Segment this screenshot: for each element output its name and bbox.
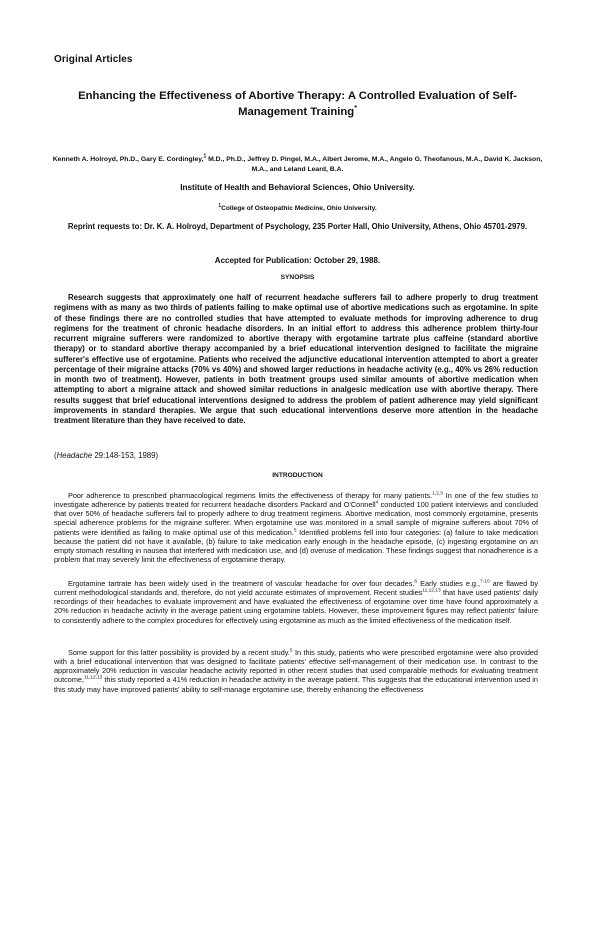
reference-marker: 4	[375, 500, 379, 506]
abstract: Research suggests that approximately one half of recurrent headache sufferers fail to adhere properly to drug treatment regimens with as many as two thirds of patients failing to make optimal use of abortive medications such as ergotamine. In spite of these findings there are no controlled studies that have attempted to evaluate methods for improving adherence to drug regimens for the treatment of chronic headache disorders. In an initial effort to address this adherence problem thirty-four recurrent migraine sufferers were randomized to abortive therapy with ergotamine tartrate plus caffeine (standard abortive therapy) or to standard abortive therapy accompanied by a brief educational intervention designed to facilitate the migraine sufferer's effective use of ergotamine. Patients who received the adjunctive educational intervention attempted to abort a greater percentage of their migraine attacks (70% vs 40%) and showed larger reductions in headache activity (e.g., 40% vs 26% reduction in month two of treatment). However, patients in both treatment groups used similar amounts of abortive medication when attempting to abort a migraine attack and showed similar reductions in analgesic medication use with abortive therapy. There results suggest that brief educational interventions designed to address the problem of patient adherence may yield significant improvements in standard therapies. We argue that such educational interventions deserve more attention in the headache treatment literature than they have received to date.	[54, 293, 538, 425]
citation-journal: Headache	[56, 451, 93, 460]
reference-marker: 11,12,13	[422, 588, 441, 594]
paragraph-text: Poor adherence to prescribed pharmacological regimens limits the effectiveness of therapy for many patients.	[68, 491, 433, 500]
paragraph-text: conducted 100 patient interviews and concluded that over 50% of headache sufferers fail to properly adhere to drug treatment regimens. Abortive medication, most commonly ergotamine, presents special adherence problems for the migraine sufferer. When ergotamine use was monitored in a small sample of migraine sufferers about 70% of patients were identified as failing to make optimal use of this medication.	[54, 500, 538, 537]
paragraph-text: are flawed by current methodological standards and, therefore, do not yield accurate estimates of improvement. Recent studies	[54, 579, 538, 598]
introduction-heading: INTRODUCTION	[272, 472, 323, 479]
paragraph-text: Ergotamine tartrate has been widely used in the treatment of vascular headache for over four decades.	[68, 579, 415, 588]
journal-citation	[54, 451, 158, 460]
synopsis-heading: SYNOPSIS	[280, 274, 315, 281]
author-text-1: Kenneth A. Holroyd, Ph.D., Gary E. Cordingley,	[52, 156, 204, 163]
citation-open: (	[54, 451, 57, 460]
affiliation-mark: 1	[218, 202, 222, 209]
paragraph-text: In this study, patients who were prescribed ergotamine were also provided with a brief educational intervention that was designed to facilitate patients' effective self-management of their medication use. In contrast to the approximately 20% reduction in vascular headache activity reported in other recent studies that used comparable methods for evaluating treatment outcome,	[54, 648, 538, 685]
author-text-2: M.D., Ph.D., Jeffrey D. Pingel, M.A., Albert Jerome, M.A., Angelo G. Theofanous, M.A., David K. Jackson, M.A., and Leland Leard, B.A.	[206, 156, 543, 173]
reprint-requests: Reprint requests to: Dr. K. A. Holroyd, Department of Psychology, 235 Porter Hall, Ohio University, Athens, Ohio 45701-2979.	[67, 222, 528, 231]
paragraph-text: Identified problems fell into four categories: (a) failure to take medication because the patient did not have it available, (b) failure to take medication early enough in the headache episode, (c) ingesting ergotamine on an empty stomach resulting in nausea that interfered with medication use, and (d) overuse of medication. These findings suggest that nonadherence is a problem that may severely limit the effectiveness of ergotamine therapy.	[54, 527, 538, 565]
paragraph-text: Early studies e.g.,	[417, 579, 481, 588]
paragraph-text: In one of the few studies to investigate adherence by patients treated for recurrent headache disorders Packard and O'Connell	[54, 491, 538, 510]
article-title	[70, 88, 525, 120]
title-footnote-mark: *	[354, 105, 357, 113]
institution: Institute of Health and Behavioral Sciences, Ohio University.	[180, 183, 415, 192]
reference-marker: 5	[289, 648, 293, 654]
reference-marker: 6	[414, 579, 418, 585]
body-paragraph-3	[54, 648, 538, 694]
paragraph-text: that have used patients' daily recordings of their headaches to evaluate improvement and have evaluated the effectiveness of ergotamine over time have found approximately a 20% reduction in headache activity in the average patient using ergotamine tablets. However, these improvement figures may reflect patients' failure to consistently adhere to the complex procedures for effectively using ergotamine as much as the limited effectiveness of the medication itself.	[54, 588, 538, 625]
author-list	[50, 155, 545, 174]
affiliation	[40, 202, 555, 212]
affiliation-text: College of Osteopathic Medicine, Ohio University.	[221, 205, 377, 212]
acceptance-date: Accepted for Publication: October 29, 1988.	[214, 256, 381, 265]
reference-marker: 5	[293, 528, 297, 534]
reference-marker: 7-10	[480, 579, 490, 585]
paragraph-text: this study reported a 41% reduction in headache activity in the average patient. This suggests that the educational intervention used in this study may have improved patients' ability to self-manage ergotamine use, thereby enhancing the effectiveness	[54, 675, 538, 694]
body-paragraph-2	[54, 579, 538, 625]
author-affiliation-mark: 1	[203, 153, 207, 160]
citation-details: 29:148-153, 1989)	[92, 451, 159, 460]
article-title-text: Enhancing the Effectiveness of Abortive Therapy: A Controlled Evaluation of Self-Management Training	[78, 90, 517, 118]
section-label: Original Articles	[54, 54, 133, 65]
reference-marker: 11,12,13	[84, 676, 103, 682]
paragraph-text: Some support for this latter possibility is provided by a recent study.	[68, 648, 290, 657]
body-paragraph-1	[54, 491, 538, 564]
reference-marker: 1,2,3	[432, 491, 443, 497]
